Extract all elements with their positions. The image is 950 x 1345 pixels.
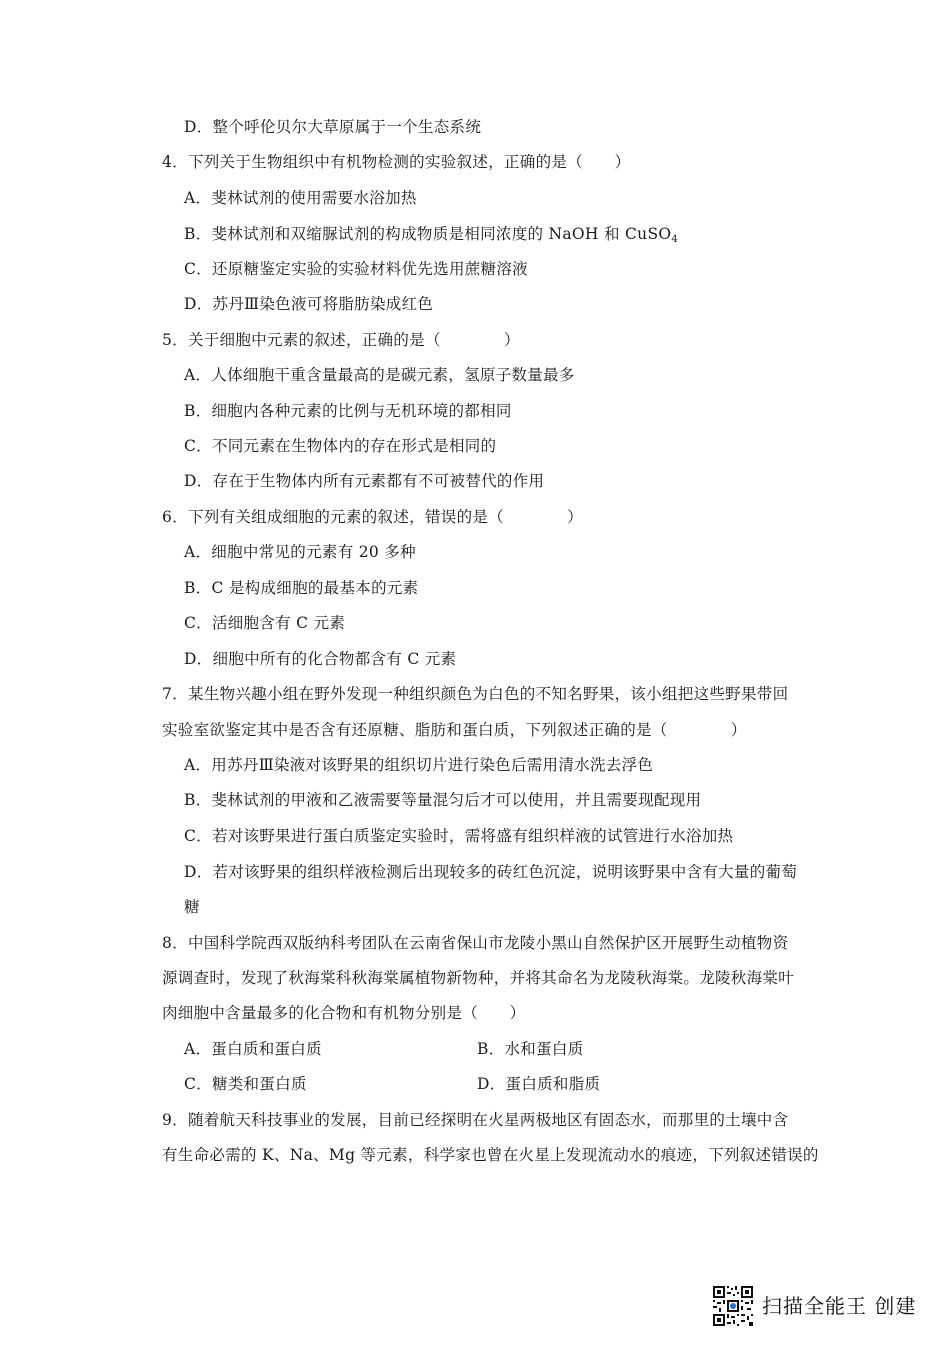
question-4: 4．下列关于生物组织中有机物检测的实验叙述，正确的是（ ）: [162, 153, 631, 171]
qr-code-icon: [712, 1285, 754, 1327]
option-8c: C．糖类和蛋白质: [184, 1075, 307, 1093]
question-8-line-3: 肉细胞中含量最多的化合物和有机物分别是（ ）: [162, 1004, 526, 1022]
option-4b: [184, 224, 678, 244]
option-6d: D．细胞中所有的化合物都含有 C 元素: [184, 650, 457, 668]
question-7-line-2: 实验室欲鉴定其中是否含有还原糖、脂肪和蛋白质，下列叙述正确的是（ ）: [162, 721, 747, 739]
option-4b-subscript: 4: [671, 234, 679, 245]
option-5d: D．存在于生物体内所有元素都有不可被替代的作用: [184, 472, 545, 490]
option-4c: C．还原糖鉴定实验的实验材料优先选用蔗糖溶液: [184, 260, 528, 278]
option-5c: C．不同元素在生物体内的存在形式是相同的: [184, 437, 497, 455]
option-3d: D．整个呼伦贝尔大草原属于一个生态系统: [184, 118, 482, 136]
option-8a: A．蛋白质和蛋白质: [184, 1040, 322, 1058]
option-5a: A．人体细胞干重含量最高的是碳元素，氢原子数量最多: [184, 366, 575, 384]
option-6b: B．C 是构成细胞的最基本的元素: [184, 579, 419, 597]
question-9-line-2: 有生命必需的 K、Na、Mg 等元素，科学家也曾在火星上发现流动水的痕迹，下列叙述错误的: [162, 1146, 819, 1164]
option-8d: D．蛋白质和脂质: [477, 1075, 601, 1093]
question-6: 6．下列有关组成细胞的元素的叙述，错误的是（ ）: [162, 508, 583, 526]
option-4d: D．苏丹Ⅲ染色液可将脂肪染成红色: [184, 295, 434, 313]
option-6c: C．活细胞含有 C 元素: [184, 614, 346, 632]
question-8-line-2: 源调查时，发现了秋海棠科秋海棠属植物新物种，并将其命名为龙陵秋海棠。龙陵秋海棠叶: [162, 969, 795, 987]
question-7-line-1: 7．某生物兴趣小组在野外发现一种组织颜色为白色的不知名野果，该小组把这些野果带回: [162, 685, 789, 703]
question-5: 5．关于细胞中元素的叙述，正确的是（ ）: [162, 331, 520, 349]
question-9-line-1: 9．随着航天科技事业的发展，目前已经探明在火星两极地区有固态水，而那里的土壤中含: [162, 1111, 789, 1129]
option-4a: A．斐林试剂的使用需要水浴加热: [184, 189, 417, 207]
option-4b-text: B．斐林试剂和双缩脲试剂的构成物质是相同浓度的 NaOH 和 CuSO: [184, 225, 672, 243]
scanner-watermark: [712, 1285, 916, 1327]
option-8b: B．水和蛋白质: [477, 1040, 584, 1058]
option-7d-line-2: 糖: [184, 898, 200, 916]
option-6a: A．细胞中常见的元素有 20 多种: [184, 543, 416, 561]
option-7b: B．斐林试剂的甲液和乙液需要等量混匀后才可以使用，并且需要现配现用: [184, 791, 702, 809]
question-8-line-1: 8．中国科学院西双版纳科考团队在云南省保山市龙陵小黑山自然保护区开展野生动植物资: [162, 934, 789, 952]
option-5b: B．细胞内各种元素的比例与无机环境的都相同: [184, 402, 512, 420]
watermark-text: 扫描全能王 创建: [762, 1294, 917, 1318]
option-7a: A．用苏丹Ⅲ染液对该野果的组织切片进行染色后需用清水洗去浮色: [184, 756, 654, 774]
option-7c: C．若对该野果进行蛋白质鉴定实验时，需将盛有组织样液的试管进行水浴加热: [184, 827, 734, 845]
option-7d-line-1: D．若对该野果的组织样液检测后出现较多的砖红色沉淀，说明该野果中含有大量的葡萄: [184, 863, 798, 881]
